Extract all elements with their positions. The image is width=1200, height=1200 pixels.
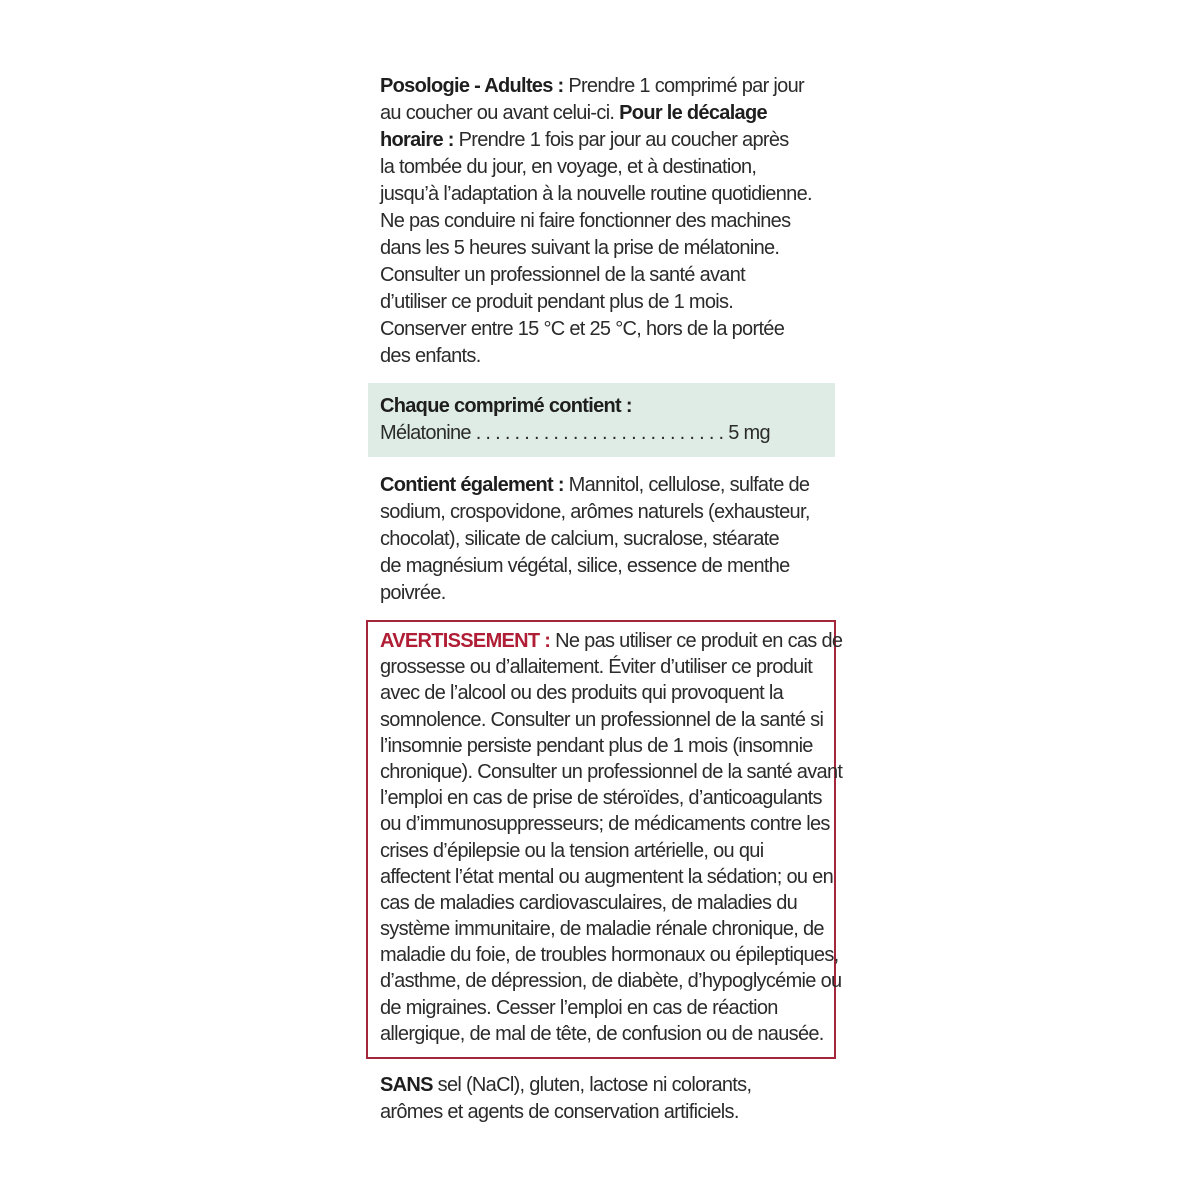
text-span: crises d’épilepsie ou la tension artérielle, ou qui (380, 839, 764, 862)
text-line (380, 890, 842, 916)
text-line (380, 1072, 751, 1099)
dosage-section (380, 73, 812, 370)
free-from-section (380, 1072, 751, 1126)
text-span: Consulter un professionnel de la santé avant (380, 264, 746, 286)
text-line (380, 208, 812, 235)
text-span: l’insomnie persiste pendant plus de 1 mois (insomnie (380, 734, 813, 757)
text-span: la tombée du jour, en voyage, et à destination, (380, 156, 757, 178)
text-line (380, 154, 812, 181)
text-span: Mannitol, cellulose, sulfate de (563, 474, 810, 496)
text-line (380, 73, 812, 100)
text-span: Ne pas conduire ni faire fonctionner des machines (380, 210, 791, 232)
text-span: jusqu’à l’adaptation à la nouvelle routine quotidienne. (380, 183, 812, 205)
text-line (380, 759, 842, 785)
text-span: somnolence. Consulter un professionnel de la santé si (380, 708, 824, 731)
text-line (380, 100, 812, 127)
text-span: d’utiliser ce produit pendant plus de 1 mois. (380, 291, 734, 313)
text-line (380, 1099, 751, 1126)
text-span: système immunitaire, de maladie rénale chronique, de (380, 918, 824, 941)
text-span: chronique). Consulter un professionnel de la santé avant (380, 760, 843, 783)
text-span: ou d’immunosuppresseurs; de médicaments contre les (380, 813, 830, 836)
warning-section (380, 628, 842, 1047)
text-line (380, 181, 812, 208)
text-span: Mélatonine . . . . . . . . . . . . . . . . . . . . . . . . . . 5 mg (380, 422, 770, 444)
text-line (380, 733, 842, 759)
text-span: sodium, crospovidone, arômes naturels (exhausteur, (380, 501, 810, 523)
text-line (380, 942, 842, 968)
text-span: d’asthme, de dépression, de diabète, d’hypoglycémie ou (380, 970, 842, 993)
text-span: de migraines. Cesser l’emploi en cas de réaction (380, 996, 778, 1019)
text-span: grossesse ou d’allaitement. Éviter d’utiliser ce produit (380, 656, 813, 679)
text-line (380, 316, 812, 343)
bold-label: Posologie - Adultes : (380, 75, 564, 97)
text-span: allergique, de mal de tête, de confusion ou de nausée. (380, 1022, 824, 1045)
text-span: au coucher ou avant celui-ci. (380, 102, 620, 124)
text-span: avec de l’alcool ou des produits qui provoquent la (380, 682, 784, 705)
text-span: Ne pas utiliser ce produit en cas de (550, 630, 843, 652)
text-span: arômes et agents de conservation artificiels. (380, 1101, 739, 1123)
also-contains-section (380, 472, 810, 607)
text-line (380, 1021, 842, 1047)
text-span: Conserver entre 15 °C et 25 °C, hors de la portée (380, 318, 785, 340)
bold-label: Pour le décalage (619, 102, 767, 124)
text-line (380, 916, 842, 942)
text-line (380, 654, 842, 680)
text-line (380, 420, 770, 447)
text-span: dans les 5 heures suivant la prise de mélatonine. (380, 237, 780, 259)
bold-label: AVERTISSEMENT : (380, 630, 551, 652)
text-span: Prendre 1 fois par jour au coucher après (453, 129, 789, 151)
text-line (380, 995, 842, 1021)
text-line (380, 472, 810, 499)
text-span: poivrée. (380, 582, 446, 604)
text-line (380, 864, 842, 890)
text-span: Prendre 1 comprimé par jour (563, 75, 804, 97)
text-line (380, 628, 842, 654)
text-line (380, 127, 812, 154)
text-line (380, 838, 842, 864)
bold-label: SANS (380, 1074, 433, 1096)
text-span: des enfants. (380, 345, 481, 367)
text-line (380, 262, 812, 289)
text-span: chocolat), silicate de calcium, sucralose, stéarate (380, 528, 779, 550)
text-line (380, 235, 812, 262)
text-line (380, 289, 812, 316)
bold-label: horaire : (380, 129, 454, 151)
text-line (380, 680, 842, 706)
text-line (380, 553, 810, 580)
text-span: maladie du foie, de troubles hormonaux ou épileptiques, (380, 944, 839, 967)
text-line (380, 580, 810, 607)
text-line (380, 785, 842, 811)
bold-label: Contient également : (380, 474, 564, 496)
text-line (380, 968, 842, 994)
text-line (380, 811, 842, 837)
bold-label: Chaque comprimé contient : (380, 395, 632, 417)
contents-section (380, 393, 770, 447)
text-span: affectent l’état mental ou augmentent la sédation; ou en (380, 865, 833, 888)
text-line (380, 343, 812, 370)
text-span: sel (NaCl), gluten, lactose ni colorants, (432, 1074, 752, 1096)
text-line (380, 526, 810, 553)
text-line (380, 707, 842, 733)
text-span: de magnésium végétal, silice, essence de menthe (380, 555, 790, 577)
text-line (380, 393, 770, 420)
text-line (380, 499, 810, 526)
text-span: cas de maladies cardiovasculaires, de maladies du (380, 891, 798, 914)
text-span: l’emploi en cas de prise de stéroïdes, d’anticoagulants (380, 787, 822, 810)
